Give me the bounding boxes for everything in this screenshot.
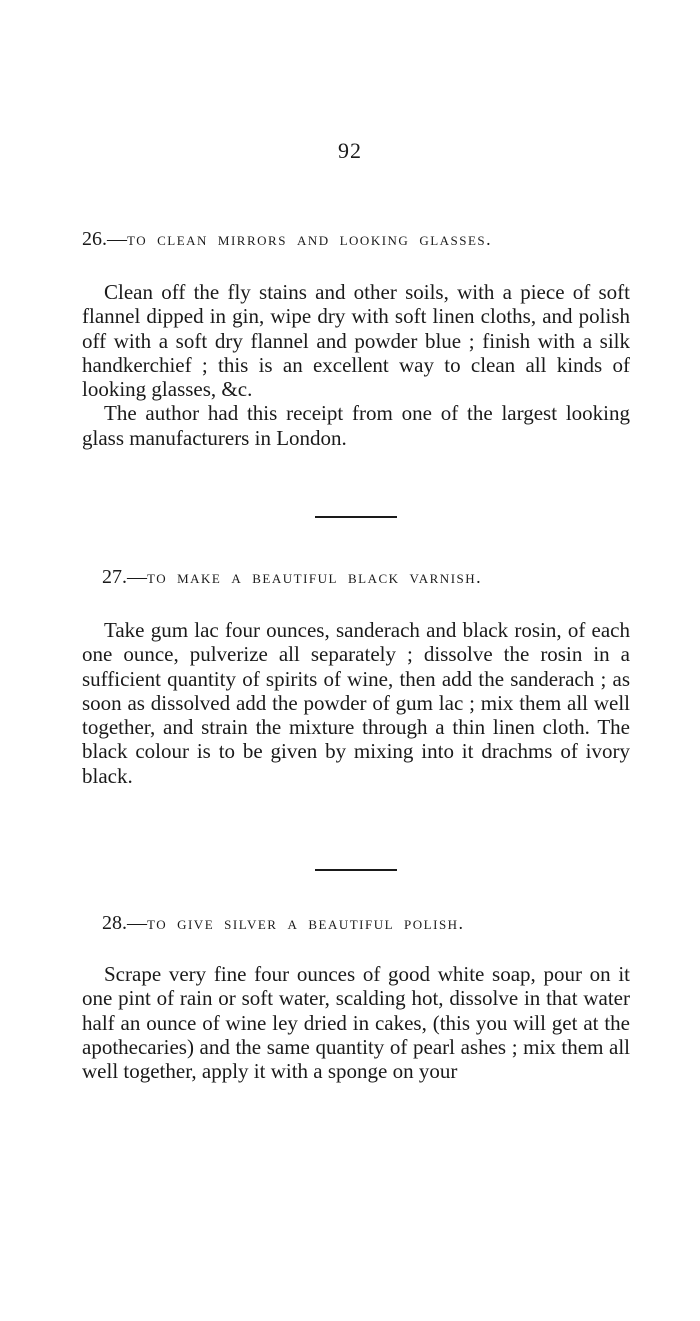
recipe-paragraph: Scrape very fine four ounces of good white soap, pour on it one pint of rain or soft water, scalding hot, dissolve in that water half an ounce of wine ley dried in cakes, (this you will get at the apothecaries) and the same quantity of pearl ashes ; mix them all well together, apply it with a sponge on your (82, 962, 630, 1084)
heading-dash: — (127, 566, 147, 588)
recipe-section-28 (102, 912, 630, 935)
recipe-paragraph: Take gum lac four ounces, sanderach and black rosin, of each one ounce, pulverize all separately ; dissolve the rosin in a sufficient quantity of spirits of wine, then add the sanderach ; as soon as dissolved add the powder of gum lac ; mix them all well together, and strain the mixture through a thin linen cloth. The black colour is to be given by mixing into it drachms of ivory black. (82, 618, 630, 788)
section-heading (82, 228, 630, 251)
section-heading (102, 912, 630, 935)
recipe-paragraph: Clean off the fly stains and other soils, with a piece of soft flannel dipped in gin, wipe dry with soft linen cloths, and polish off with a soft dry flannel and powder blue ; finish with a silk handkerchief ; this is an excellent way to clean all kinds of looking glasses, &c. (82, 280, 630, 402)
section-title: to give silver a beautiful polish. (147, 913, 465, 933)
heading-dash: — (107, 228, 127, 250)
recipe-section-27 (102, 566, 630, 589)
heading-dash: — (127, 912, 147, 934)
section-heading (102, 566, 630, 589)
section-number: 28. (102, 912, 127, 934)
section-divider (315, 516, 397, 518)
section-title: to clean mirrors and looking glasses. (127, 229, 493, 249)
recipe-body-27 (82, 618, 630, 788)
section-divider (315, 869, 397, 871)
section-number: 27. (102, 566, 127, 588)
recipe-body-26 (82, 280, 630, 450)
recipe-paragraph: The author had this receipt from one of the largest looking glass manufacturers in London. (82, 401, 630, 450)
section-number: 26. (82, 228, 107, 250)
recipe-body-28 (82, 962, 630, 1083)
section-title: to make a beautiful black varnish. (147, 567, 483, 587)
recipe-section-26 (82, 228, 630, 251)
page-number: 92 (338, 138, 362, 163)
